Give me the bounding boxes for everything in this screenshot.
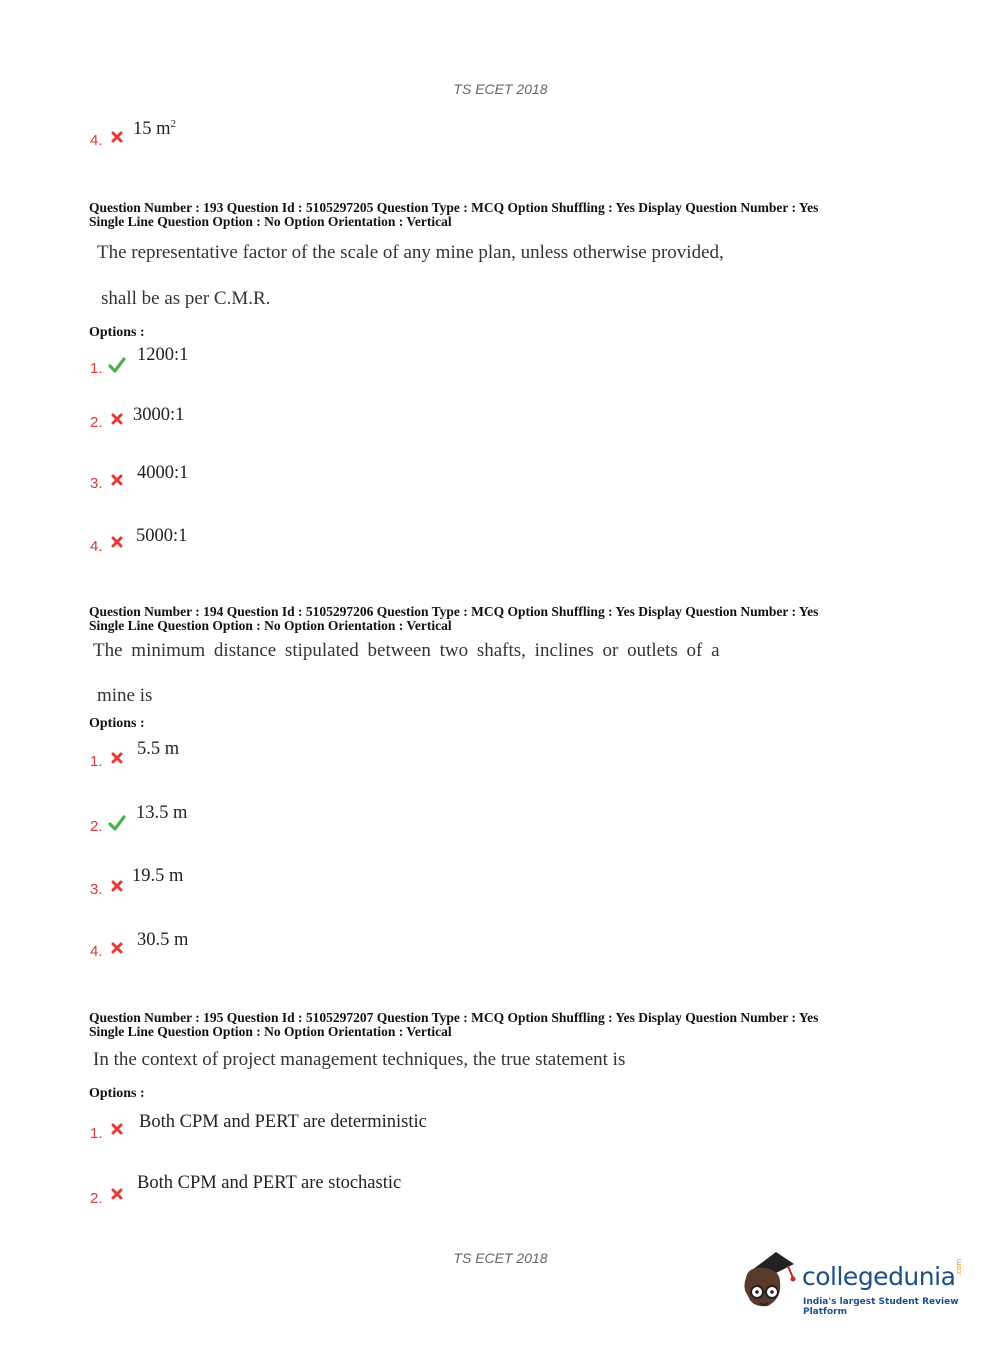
option-number: 2.: [90, 414, 103, 431]
cross-icon: [108, 411, 126, 427]
page-header: TS ECET 2018: [453, 81, 548, 97]
option-text: 13.5 m: [136, 803, 188, 823]
option-text: 4000:1: [137, 463, 189, 483]
check-icon: [108, 357, 126, 373]
option-text: 15 $m^2$: [133, 118, 177, 140]
option-number: 1.: [90, 1125, 103, 1142]
option-text: 5.5 m: [137, 739, 180, 759]
options-label: Options :: [89, 716, 145, 731]
question-text: shall be as per C.M.R.: [101, 288, 271, 309]
option-text: Both CPM and PERT are stochastic: [137, 1173, 402, 1193]
option-number: 4.: [90, 132, 103, 149]
cross-icon: [108, 1186, 126, 1202]
question-meta: Question Number : 195 Question Id : 5105297207 Question Type : MCQ Option Shuffling : Yes Display Question Number : Yes Single Line Question Option : No Option Orientation : Vertical: [89, 1010, 819, 1039]
option-number: 4.: [90, 538, 103, 555]
cross-icon: [108, 878, 126, 894]
options-label: Options :: [89, 1086, 145, 1101]
option-text: Both CPM and PERT are deterministic: [139, 1112, 427, 1132]
logo-com: .com: [955, 1258, 963, 1276]
question-text: In the context of project management techniques, the true statement is: [93, 1049, 626, 1070]
option-text: 5000:1: [136, 526, 188, 546]
option-text: 19.5 m: [132, 866, 184, 886]
question-text: The representative factor of the scale of any mine plan, unless otherwise provided,: [97, 242, 724, 263]
option-number: 1.: [90, 753, 103, 770]
option-number: 1.: [90, 360, 103, 377]
cross-icon: [108, 534, 126, 550]
mascot-icon: [738, 1248, 800, 1312]
question-meta: Question Number : 194 Question Id : 5105297206 Question Type : MCQ Option Shuffling : Yes Display Question Number : Yes Single Line Question Option : No Option Orientation : Vertical: [89, 604, 819, 633]
option-number: 3.: [90, 881, 103, 898]
option-text: 30.5 m: [137, 930, 189, 950]
option-number: 3.: [90, 475, 103, 492]
logo-tagline: India's largest Student Review Platform: [803, 1297, 959, 1317]
option-number: 4.: [90, 943, 103, 960]
option-number: 2.: [90, 1190, 103, 1207]
question-meta: Question Number : 193 Question Id : 5105297205 Question Type : MCQ Option Shuffling : Yes Display Question Number : Yes Single Line Question Option : No Option Orientation : Vertical: [89, 200, 819, 229]
cross-icon: [108, 1121, 126, 1137]
options-label: Options :: [89, 325, 145, 340]
cross-icon: [108, 940, 126, 956]
page-footer: TS ECET 2018: [453, 1250, 548, 1266]
logo-wordmark: collegedunia: [802, 1262, 956, 1291]
option-number: 2.: [90, 818, 103, 835]
cross-icon: [108, 472, 126, 488]
cross-icon: [108, 750, 126, 766]
option-text: 3000:1: [133, 405, 185, 425]
check-icon: [108, 815, 126, 831]
option-text: 1200:1: [137, 345, 189, 365]
question-text: The minimum distance stipulated between two shafts, inclines or outlets of a: [93, 640, 720, 661]
cross-icon: [108, 129, 126, 145]
question-text: mine is: [97, 685, 153, 706]
